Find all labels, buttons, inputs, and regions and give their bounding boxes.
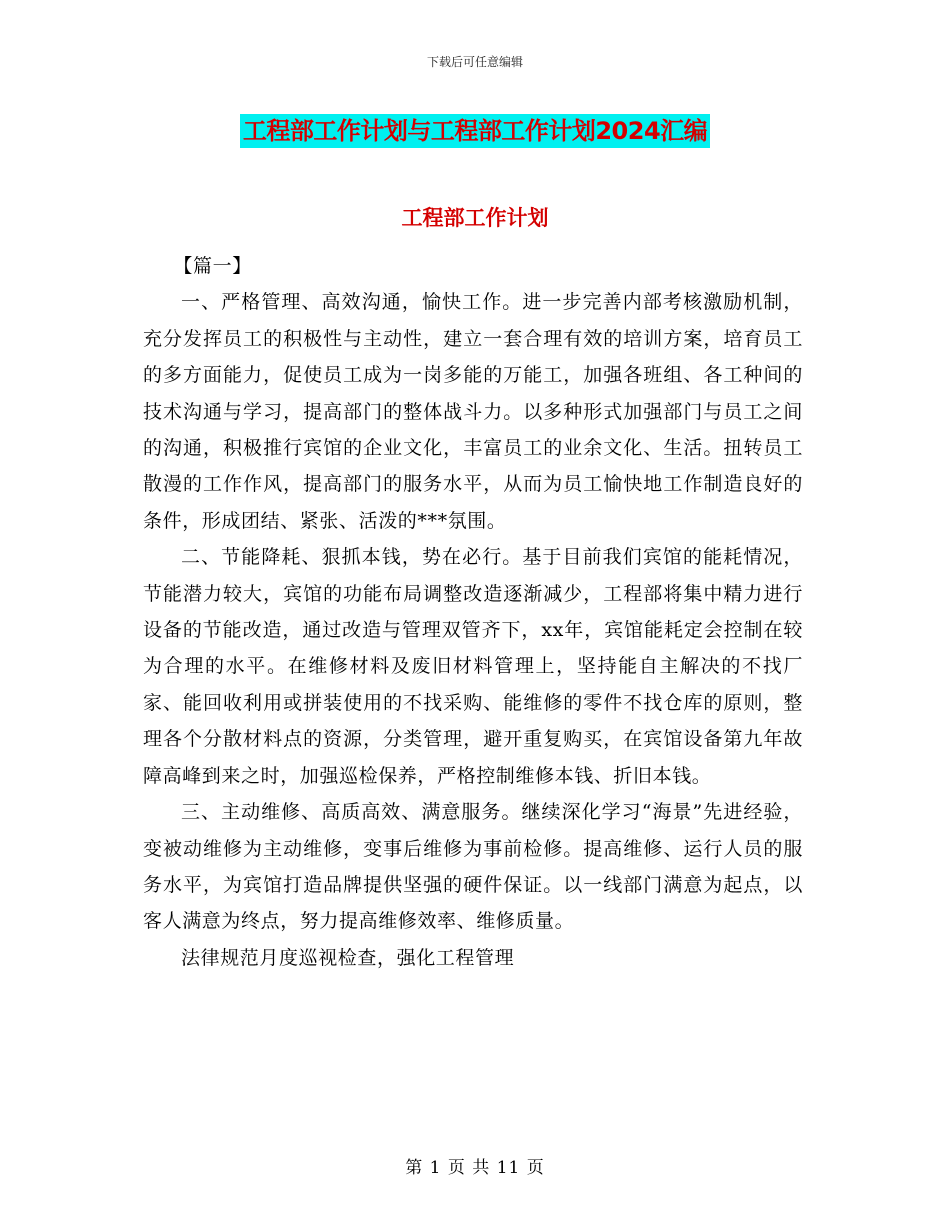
page-number-footer: 第 1 页 共 11 页: [405, 1158, 545, 1178]
document-title: 工程部工作计划与工程部工作计划2024汇编: [240, 114, 710, 148]
paragraph-4: 法律规范月度巡视检查，强化工程管理: [181, 946, 515, 969]
document-title-wrapper: [0, 114, 950, 148]
paragraph-2: 二、节能降耗、狠抓本钱，势在必行。基于目前我们宾馆的能耗情况，节能潜力较大，宾馆的功能布局调整改造逐渐减少，工程部将集中精力进行设备的节能改造，通过改造与管理双管齐下，xx年，宾馆能耗定会控制在较为合理的水平。在维修材料及废旧材料管理上，坚持能自主解决的不找厂家、能回收利用或拼装使用的不找采购、能维修的零件不找仓库的原则，整理各个分散材料点的资源，分类管理，避开重复购买，在宾馆设备第九年故障高峰到来之时，加强巡检保养，严格控制维修本钱、折旧本钱。: [143, 546, 803, 787]
document-body: [143, 248, 803, 976]
page-header-note: 下载后可任意编辑: [426, 55, 523, 69]
section-title: 工程部工作计划: [401, 206, 549, 230]
section-label: 【篇一】: [173, 255, 252, 277]
paragraph-3: 三、主动维修、高质高效、满意服务。继续深化学习“海景”先进经验，变被动维修为主动维修，变事后维修为事前检修。提高维修、运行人员的服务水平，为宾馆打造品牌提供坚强的硬件保证。以一线部门满意为起点，以客人满意为终点，努力提高维修效率、维修质量。: [143, 801, 803, 933]
paragraph-1: 一、严格管理、高效沟通，愉快工作。进一步完善内部考核激励机制，充分发挥员工的积极性与主动性，建立一套合理有效的培训方案，培育员工的多方面能力，促使员工成为一岗多能的万能工，加强各班组、各工种间的技术沟通与学习，提高部门的整体战斗力。以多种形式加强部门与员工之间的沟通，积极推行宾馆的企业文化，丰富员工的业余文化、生活。扭转员工散漫的工作作风，提高部门的服务水平，从而为员工愉快地工作制造良好的条件，形成团结、紧张、活泼的***氛围。: [143, 291, 803, 532]
